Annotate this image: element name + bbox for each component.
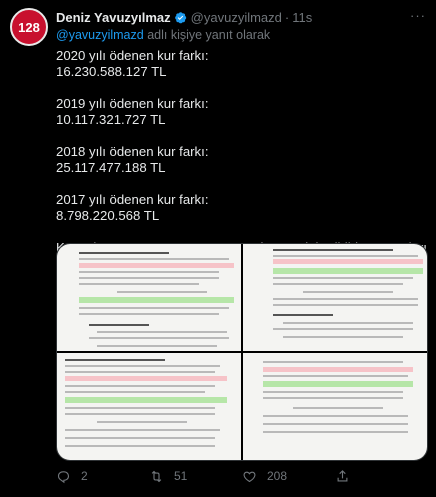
tweet-line xyxy=(56,128,428,144)
header-separator: · xyxy=(284,9,290,25)
media-grid xyxy=(56,243,428,461)
tweet-text xyxy=(56,48,428,275)
verified-badge-icon xyxy=(174,11,187,24)
reply-button[interactable] xyxy=(56,469,88,484)
tweet-content xyxy=(56,8,428,275)
tweet-line: 2017 yılı ödenen kur farkı: xyxy=(56,192,209,207)
media-image-4[interactable] xyxy=(243,353,427,460)
media-image-1[interactable] xyxy=(57,244,241,351)
tweet-line xyxy=(56,224,428,240)
tweet-line: 2020 yılı ödenen kur farkı: xyxy=(56,48,209,63)
tweet-line: 2019 yılı ödenen kur farkı: xyxy=(56,96,209,111)
reply-count: 2 xyxy=(81,469,88,483)
tweet-line xyxy=(56,80,428,96)
tweet-time[interactable]: 11s xyxy=(292,9,313,25)
reply-mention-link[interactable]: @yavuzyilmazd xyxy=(56,28,144,42)
retweet-button[interactable] xyxy=(149,469,187,484)
share-icon xyxy=(335,469,350,484)
avatar[interactable] xyxy=(10,8,48,46)
like-count: 208 xyxy=(267,469,288,483)
heart-icon xyxy=(242,469,257,484)
author-name[interactable]: Deniz Yavuzyılmaz xyxy=(56,9,171,25)
tweet-line: 16.230.588.127 TL xyxy=(56,64,167,79)
tweet-line: 10.117.321.727 TL xyxy=(56,112,166,127)
media-image-3[interactable] xyxy=(57,353,241,460)
tweet-line: 25.117.477.188 TL xyxy=(56,160,166,175)
media-image-2[interactable] xyxy=(243,244,427,351)
avatar-text: 128 xyxy=(18,19,40,35)
reply-context xyxy=(56,28,428,44)
tweet-line xyxy=(56,176,428,192)
like-button[interactable] xyxy=(242,469,287,484)
more-options-icon[interactable]: ··· xyxy=(410,8,426,23)
tweet-line: 8.798.220.568 TL xyxy=(56,208,160,223)
reply-context-text: adlı kişiye yanıt olarak xyxy=(143,28,271,42)
tweet-line: 2018 yılı ödenen kur farkı: xyxy=(56,144,209,159)
retweet-icon xyxy=(149,469,164,484)
share-button[interactable] xyxy=(335,469,360,484)
retweet-count: 51 xyxy=(174,469,188,483)
author-handle[interactable]: @yavuzyilmazd xyxy=(190,9,282,25)
tweet-actions xyxy=(56,466,356,486)
reply-icon xyxy=(56,469,71,484)
tweet-header xyxy=(56,8,428,26)
